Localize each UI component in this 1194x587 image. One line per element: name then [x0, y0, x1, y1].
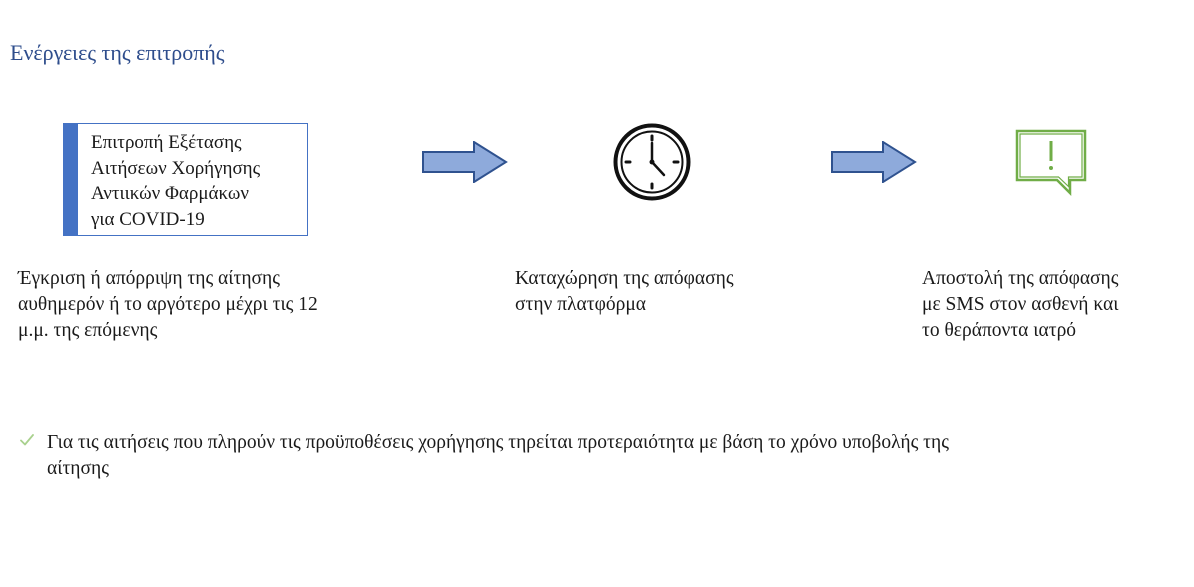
committee-line: Επιτροπή Εξέτασης	[91, 132, 242, 153]
page-title: Ενέργειες της επιτροπής	[10, 40, 225, 65]
committee-line: Αντιικών Φαρμάκων	[91, 183, 249, 204]
right-arrow-icon	[831, 141, 917, 183]
step-notification-text: Αποστολή της απόφασης με SMS στον ασθενή και το θεράποντα ιατρό	[922, 268, 1119, 341]
committee-line: Αιτήσεων Χορήγησης	[91, 157, 261, 179]
step-registration-text: Καταχώρηση της απόφασης στην πλατφόρμα	[515, 268, 734, 315]
clock-icon	[612, 122, 692, 202]
right-arrow-icon	[422, 141, 508, 183]
priority-note-text: Για τις αιτήσεις που πληρούν τις προϋποθέσεις χορήγησης τηρείται προτεραιότητα με βάση το χρόνο υποβολής της αίτησης	[47, 432, 949, 479]
alert-message-icon	[1012, 128, 1090, 198]
checkmark-icon	[20, 433, 34, 447]
committee-line: για COVID-19	[91, 208, 205, 230]
step-approval-text: Έγκριση ή απόρριψη της αίτησης αυθημερόν ή το αργότερο μέχρι τις 12 μ.μ. της επόμενης	[18, 268, 318, 341]
committee-box	[63, 123, 308, 236]
